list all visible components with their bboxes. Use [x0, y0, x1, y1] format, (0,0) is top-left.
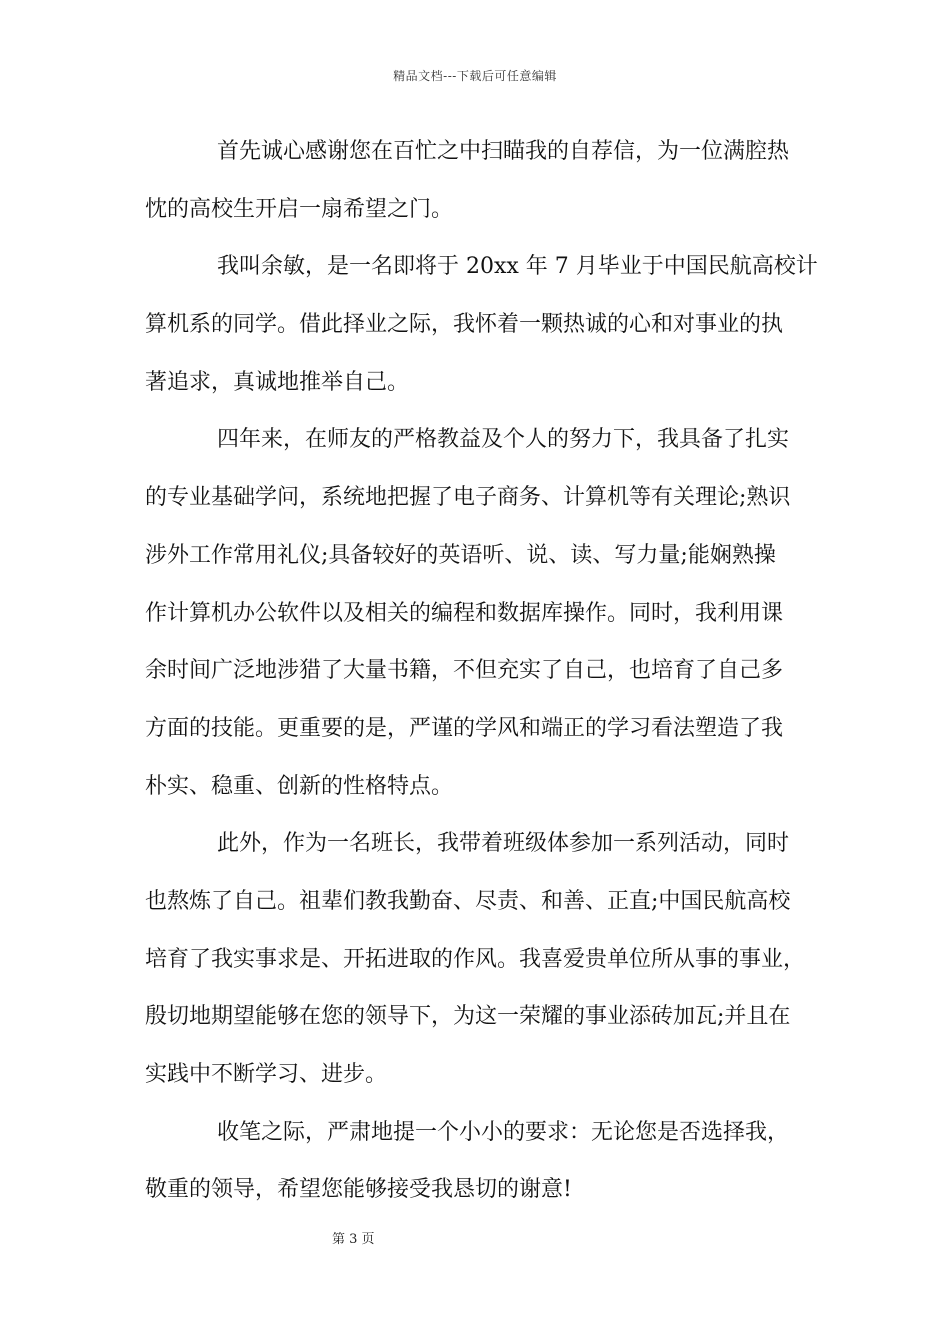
- text-line: 首先诚心感谢您在百忙之中扫瞄我的自荐信，为一位满腔热: [217, 139, 790, 164]
- text-line: 的专业基础学问，系统地把握了电子商务、计算机等有关理论;熟识: [145, 485, 791, 511]
- page-header: 精品文档---下载后可任意编辑: [393, 69, 557, 83]
- text-line: 著追求，真诚地推举自己。: [145, 369, 410, 395]
- text-line: 朴实、稳重、创新的性格特点。: [145, 773, 454, 799]
- text-line: 实践中不断学习、进步。: [145, 1062, 388, 1087]
- text-line: 余时间广泛地涉猎了大量书籍，不但充实了自己，也培育了自己多: [145, 658, 784, 684]
- text-line: 敬重的领导，希望您能够接受我恳切的谢意!: [145, 1177, 572, 1203]
- text-line: 也熬炼了自己。祖辈们教我勤奋、尽责、和善、正直;中国民航高校: [145, 888, 791, 914]
- text-line: 收笔之际，严肃地提一个小小的要求：无论您是否选择我，: [217, 1119, 790, 1145]
- text-line: 算机系的同学。借此择业之际，我怀着一颗热诚的心和对事业的执: [145, 312, 784, 338]
- text-line: 四年来，在师友的严格教益及个人的努力下，我具备了扎实: [217, 427, 790, 453]
- text-line: 作计算机办公软件以及相关的编程和数据库操作。同时，我利用课: [145, 600, 784, 626]
- text-line: 方面的技能。更重要的是，严谨的学风和端正的学习看法塑造了我: [145, 715, 784, 741]
- text-line: 忱的高校生开启一扇希望之门。: [145, 196, 454, 222]
- text-line: 我叫余敏，是一名即将于 20xx 年 7 月毕业于中国民航高校计: [217, 254, 818, 280]
- letter-body: [145, 133, 825, 1229]
- text-line: 殷切地期望能够在您的领导下，为这一荣耀的事业添砖加瓦;并且在: [145, 1004, 791, 1030]
- text-line: 培育了我实事求是、开拓进取的作风。我喜爱贵单位所从事的事业，: [145, 946, 806, 972]
- page-number: 第 3 页: [332, 1232, 375, 1247]
- text-line: 涉外工作常用礼仪;具备较好的英语听、说、读、写力量;能娴熟操: [145, 542, 776, 568]
- text-line: 此外，作为一名班长，我带着班级体参加一系列活动，同时: [217, 831, 790, 857]
